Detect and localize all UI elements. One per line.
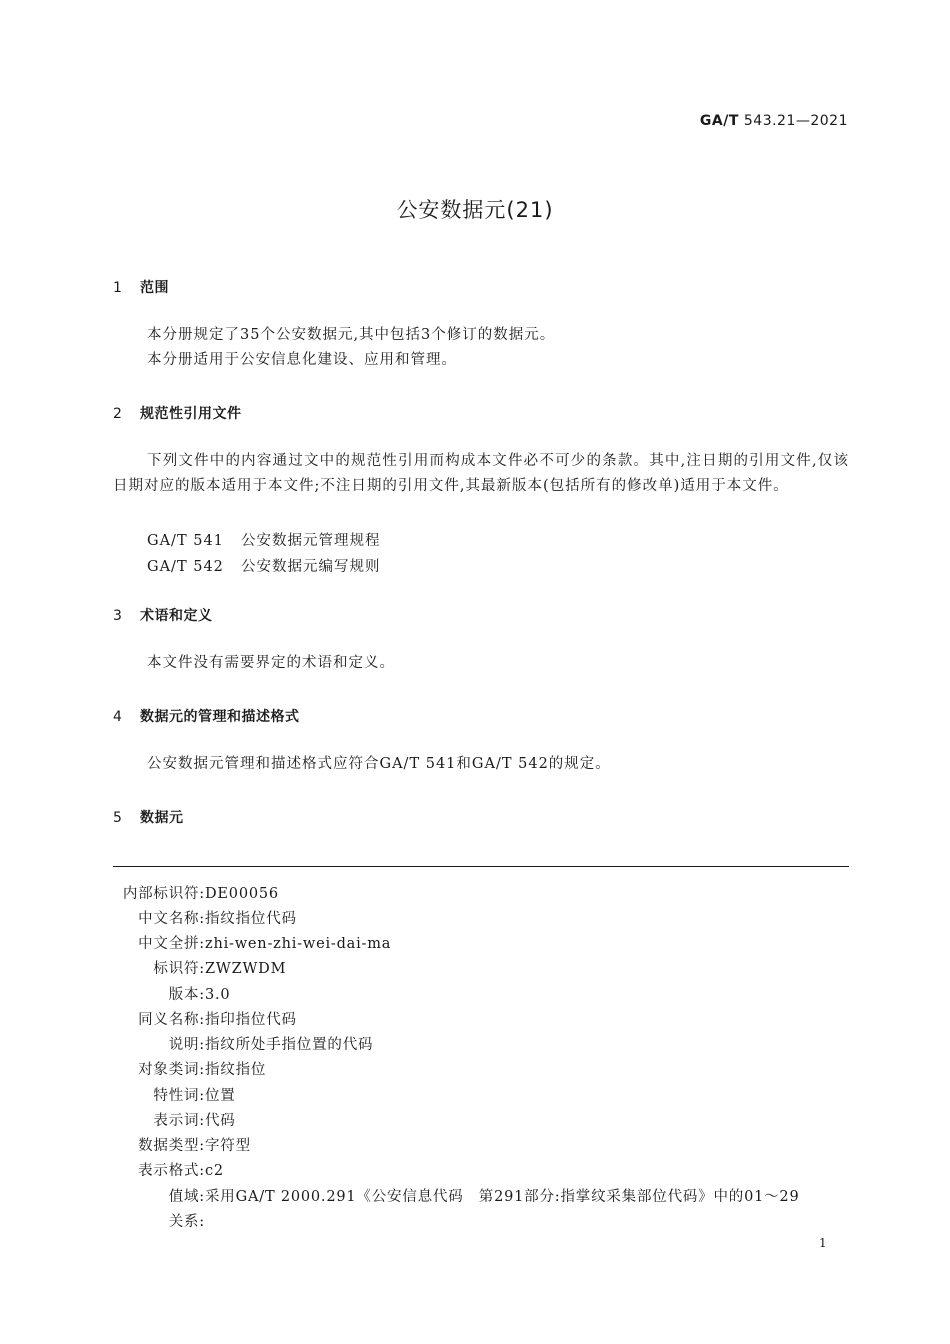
data-element-row bbox=[0, 1159, 900, 1180]
data-element-row bbox=[0, 1210, 900, 1231]
attribute-key: 特性词: bbox=[153, 1088, 205, 1104]
attribute-key: 同义名称: bbox=[138, 1012, 205, 1028]
scope-paragraph-2: 本分册适用于公安信息化建设、应用和管理。 bbox=[147, 352, 457, 368]
data-element-row bbox=[0, 957, 900, 978]
data-element-row bbox=[0, 1008, 900, 1029]
reference-item bbox=[147, 555, 381, 576]
attribute-value: 采用GA/T 2000.291《公安信息代码 第291部分:指掌纹采集部位代码》中的01～29 bbox=[205, 1189, 800, 1205]
data-element-row bbox=[0, 882, 900, 903]
data-element-row bbox=[0, 1109, 900, 1130]
reference-item bbox=[147, 529, 381, 550]
attribute-key: 内部标识符: bbox=[122, 886, 205, 902]
reference-name: 公安数据元管理规程 bbox=[241, 533, 381, 549]
reference-name: 公安数据元编写规则 bbox=[241, 559, 381, 575]
attribute-key: 版本: bbox=[168, 987, 205, 1003]
scope-paragraph-1: 本分册规定了35个公安数据元,其中包括3个修订的数据元。 bbox=[147, 327, 556, 343]
attribute-key: 中文全拼: bbox=[138, 936, 205, 952]
attribute-value: c2 bbox=[205, 1163, 224, 1179]
terms-paragraph: 本文件没有需要界定的术语和定义。 bbox=[147, 655, 395, 671]
attribute-key: 表示词: bbox=[153, 1113, 205, 1129]
section-title: 范围 bbox=[140, 280, 169, 296]
references-intro: 下列文件中的内容通过文中的规范性引用而构成本文件必不可少的条款。其中,注日期的引用文件,仅该日期对应的版本适用于本文件;不注日期的引用文件,其最新版本(包括所有的修改单)适用于本文件。 bbox=[113, 453, 849, 494]
attribute-key: 中文名称: bbox=[138, 911, 205, 927]
data-element-row bbox=[0, 1033, 900, 1054]
section-title: 数据元的管理和描述格式 bbox=[140, 709, 300, 725]
attribute-key: 表示格式: bbox=[138, 1163, 205, 1179]
attribute-key: 标识符: bbox=[153, 961, 205, 977]
attribute-value: 指纹指位代码 bbox=[205, 911, 297, 927]
section-title: 术语和定义 bbox=[140, 608, 213, 624]
document-title: 公安数据元(21) bbox=[396, 198, 554, 222]
section-heading-scope bbox=[113, 277, 169, 297]
page-number: 1 bbox=[819, 1236, 827, 1250]
data-element-row bbox=[0, 983, 900, 1004]
attribute-value: 3.0 bbox=[205, 987, 231, 1003]
data-element-row bbox=[0, 1185, 900, 1206]
section-number: 2 bbox=[113, 406, 123, 422]
format-paragraph: 公安数据元管理和描述格式应符合GA/T 541和GA/T 542的规定。 bbox=[147, 756, 611, 772]
attribute-value: zhi-wen-zhi-wei-dai-ma bbox=[205, 936, 392, 952]
reference-code: GA/T 541 bbox=[147, 533, 224, 549]
standard-number: 543.21—2021 bbox=[743, 113, 848, 129]
attribute-value: 指纹指位 bbox=[205, 1062, 267, 1078]
section-heading-references bbox=[113, 403, 242, 423]
section-title: 数据元 bbox=[140, 810, 184, 826]
attribute-value: DE00056 bbox=[205, 886, 279, 902]
data-element-row bbox=[0, 1134, 900, 1155]
divider-line bbox=[113, 866, 849, 867]
section-number: 3 bbox=[113, 608, 123, 624]
standard-prefix: GA/T bbox=[699, 113, 739, 129]
reference-code: GA/T 542 bbox=[147, 559, 224, 575]
attribute-value: 指纹所处手指位置的代码 bbox=[205, 1037, 374, 1053]
section-heading-terms bbox=[113, 605, 213, 625]
data-element-row bbox=[0, 1058, 900, 1079]
attribute-key: 值域: bbox=[168, 1189, 205, 1205]
attribute-value: 指印指位代码 bbox=[205, 1012, 297, 1028]
section-heading-format bbox=[113, 706, 300, 726]
section-title: 规范性引用文件 bbox=[140, 406, 242, 422]
attribute-key: 说明: bbox=[168, 1037, 205, 1053]
section-number: 5 bbox=[113, 810, 123, 826]
attribute-value: 字符型 bbox=[205, 1138, 251, 1154]
attribute-value: 代码 bbox=[205, 1113, 236, 1129]
attribute-value: ZWZWDM bbox=[205, 961, 287, 977]
data-element-row bbox=[0, 932, 900, 953]
standard-code bbox=[700, 113, 848, 129]
attribute-key: 数据类型: bbox=[138, 1138, 205, 1154]
attribute-key: 关系: bbox=[168, 1214, 205, 1230]
section-heading-data-elements bbox=[113, 807, 184, 827]
data-element-row bbox=[0, 1084, 900, 1105]
data-element-row bbox=[0, 907, 900, 928]
section-number: 1 bbox=[113, 280, 123, 296]
attribute-value: 位置 bbox=[205, 1088, 236, 1104]
attribute-key: 对象类词: bbox=[138, 1062, 205, 1078]
section-number: 4 bbox=[113, 709, 123, 725]
